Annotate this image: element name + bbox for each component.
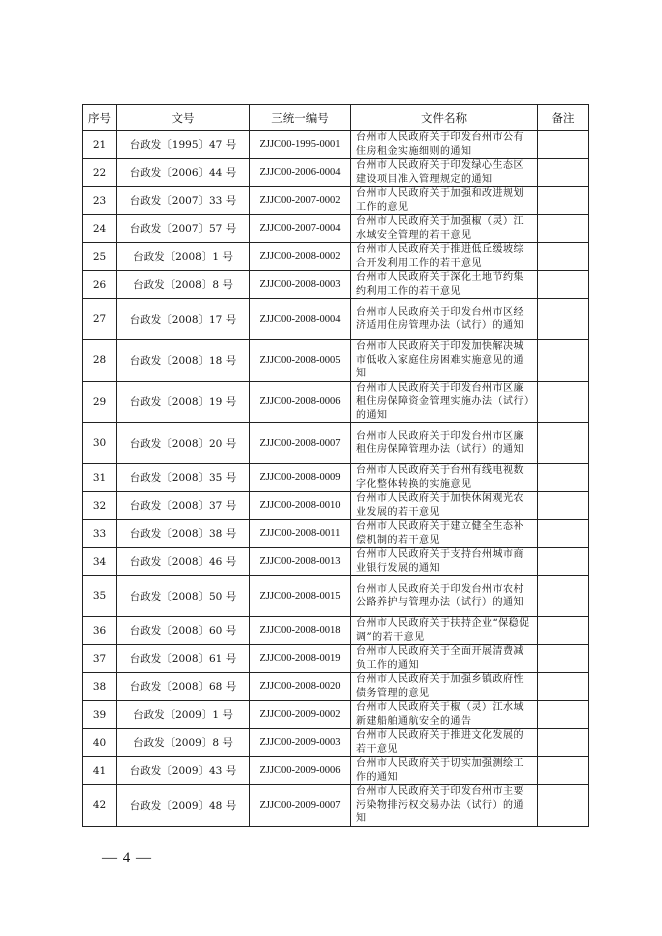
cell-remark bbox=[538, 159, 589, 187]
header-unified-no: 三统一编号 bbox=[250, 105, 351, 131]
cell-unified-no: ZJJC00-2009-0006 bbox=[250, 757, 351, 785]
cell-seq: 41 bbox=[83, 757, 117, 785]
cell-title: 台州市人民政府关于全面开展清费减负工作的通知 bbox=[351, 645, 538, 673]
cell-unified-no: ZJJC00-2008-0010 bbox=[250, 492, 351, 520]
cell-seq: 23 bbox=[83, 187, 117, 215]
cell-title: 台州市人民政府关于印发台州市区廉租住房保障管理办法（试行）的通知 bbox=[351, 423, 538, 464]
cell-unified-no: ZJJC00-2006-0004 bbox=[250, 159, 351, 187]
cell-doc-no: 台政发〔2008〕38 号 bbox=[117, 520, 250, 548]
header-doc-no: 文号 bbox=[117, 105, 250, 131]
table-row bbox=[83, 423, 589, 464]
cell-unified-no: ZJJC00-2009-0002 bbox=[250, 701, 351, 729]
page-number: — 4 — bbox=[102, 850, 152, 866]
cell-unified-no: ZJJC00-2008-0005 bbox=[250, 340, 351, 382]
cell-doc-no: 台政发〔2008〕35 号 bbox=[117, 464, 250, 492]
cell-seq: 26 bbox=[83, 271, 117, 299]
table-row bbox=[83, 520, 589, 548]
cell-doc-no: 台政发〔2008〕37 号 bbox=[117, 492, 250, 520]
table-row bbox=[83, 673, 589, 701]
cell-title: 台州市人民政府关于切实加强测绘工作的通知 bbox=[351, 757, 538, 785]
cell-seq: 33 bbox=[83, 520, 117, 548]
cell-remark bbox=[538, 701, 589, 729]
cell-title: 台州市人民政府关于台州有线电视数字化整体转换的实施意见 bbox=[351, 464, 538, 492]
table-row bbox=[83, 215, 589, 243]
cell-doc-no: 台政发〔2008〕1 号 bbox=[117, 243, 250, 271]
cell-title: 台州市人民政府关于加强乡镇政府性债务管理的意见 bbox=[351, 673, 538, 701]
cell-title: 台州市人民政府关于加强椒（灵）江水域安全管理的若干意见 bbox=[351, 215, 538, 243]
cell-seq: 37 bbox=[83, 645, 117, 673]
table-row bbox=[83, 645, 589, 673]
cell-unified-no: ZJJC00-2008-0002 bbox=[250, 243, 351, 271]
cell-seq: 32 bbox=[83, 492, 117, 520]
cell-remark bbox=[538, 785, 589, 827]
table-row bbox=[83, 381, 589, 423]
cell-title: 台州市人民政府关于印发台州市公有住房租金实施细则的通知 bbox=[351, 131, 538, 159]
header-title: 文件名称 bbox=[351, 105, 538, 131]
cell-remark bbox=[538, 340, 589, 382]
cell-title: 台州市人民政府关于建立健全生态补偿机制的若干意见 bbox=[351, 520, 538, 548]
document-table bbox=[82, 104, 589, 827]
cell-remark bbox=[538, 381, 589, 423]
cell-title: 台州市人民政府关于印发台州市区廉租住房保障资金管理实施办法（试行）的通知 bbox=[351, 381, 538, 423]
cell-title: 台州市人民政府关于加快休闲观光农业发展的若干意见 bbox=[351, 492, 538, 520]
cell-title: 台州市人民政府关于推进低丘缓坡综合开发利用工作的若干意见 bbox=[351, 243, 538, 271]
table-header-row bbox=[83, 105, 589, 131]
cell-seq: 39 bbox=[83, 701, 117, 729]
cell-unified-no: ZJJC00-2008-0015 bbox=[250, 576, 351, 617]
cell-seq: 21 bbox=[83, 131, 117, 159]
table-row bbox=[83, 159, 589, 187]
cell-doc-no: 台政发〔2008〕19 号 bbox=[117, 381, 250, 423]
cell-unified-no: ZJJC00-2008-0013 bbox=[250, 548, 351, 576]
cell-title: 台州市人民政府关于印发台州市农村公路养护与管理办法（试行）的通知 bbox=[351, 576, 538, 617]
cell-remark bbox=[538, 243, 589, 271]
cell-unified-no: ZJJC00-2009-0003 bbox=[250, 729, 351, 757]
cell-doc-no: 台政发〔2008〕18 号 bbox=[117, 340, 250, 382]
cell-remark bbox=[538, 673, 589, 701]
cell-remark bbox=[538, 576, 589, 617]
table-row bbox=[83, 243, 589, 271]
header-seq: 序号 bbox=[83, 105, 117, 131]
cell-unified-no: ZJJC00-2008-0007 bbox=[250, 423, 351, 464]
cell-doc-no: 台政发〔1995〕47 号 bbox=[117, 131, 250, 159]
cell-title: 台州市人民政府关于印发绿心生态区建设项目准入管理规定的通知 bbox=[351, 159, 538, 187]
cell-title: 台州市人民政府关于椒（灵）江水域新建船舶通航安全的通告 bbox=[351, 701, 538, 729]
cell-seq: 38 bbox=[83, 673, 117, 701]
cell-remark bbox=[538, 423, 589, 464]
cell-seq: 36 bbox=[83, 617, 117, 645]
cell-doc-no: 台政发〔2006〕44 号 bbox=[117, 159, 250, 187]
cell-seq: 30 bbox=[83, 423, 117, 464]
cell-unified-no: ZJJC00-2008-0006 bbox=[250, 381, 351, 423]
cell-seq: 24 bbox=[83, 215, 117, 243]
cell-doc-no: 台政发〔2008〕46 号 bbox=[117, 548, 250, 576]
table-row bbox=[83, 271, 589, 299]
table-row bbox=[83, 729, 589, 757]
table-row bbox=[83, 785, 589, 827]
cell-seq: 28 bbox=[83, 340, 117, 382]
cell-remark bbox=[538, 645, 589, 673]
table-row bbox=[83, 492, 589, 520]
cell-remark bbox=[538, 617, 589, 645]
cell-title: 台州市人民政府关于推进文化发展的若干意见 bbox=[351, 729, 538, 757]
cell-seq: 27 bbox=[83, 299, 117, 340]
cell-title: 台州市人民政府关于加强和改进规划工作的意见 bbox=[351, 187, 538, 215]
cell-remark bbox=[538, 299, 589, 340]
cell-unified-no: ZJJC00-2008-0011 bbox=[250, 520, 351, 548]
cell-seq: 22 bbox=[83, 159, 117, 187]
cell-doc-no: 台政发〔2008〕68 号 bbox=[117, 673, 250, 701]
cell-title: 台州市人民政府关于支持台州城市商业银行发展的通知 bbox=[351, 548, 538, 576]
cell-unified-no: ZJJC00-2008-0009 bbox=[250, 464, 351, 492]
cell-title: 台州市人民政府关于印发台州市主要污染物排污权交易办法（试行）的通知 bbox=[351, 785, 538, 827]
table-row bbox=[83, 340, 589, 382]
table-row bbox=[83, 131, 589, 159]
cell-remark bbox=[538, 492, 589, 520]
cell-doc-no: 台政发〔2008〕20 号 bbox=[117, 423, 250, 464]
table-row bbox=[83, 299, 589, 340]
cell-unified-no: ZJJC00-2008-0003 bbox=[250, 271, 351, 299]
cell-doc-no: 台政发〔2009〕43 号 bbox=[117, 757, 250, 785]
cell-unified-no: ZJJC00-2008-0018 bbox=[250, 617, 351, 645]
cell-title: 台州市人民政府关于扶持企业“保稳促调”的若干意见 bbox=[351, 617, 538, 645]
cell-unified-no: ZJJC00-1995-0001 bbox=[250, 131, 351, 159]
cell-unified-no: ZJJC00-2007-0004 bbox=[250, 215, 351, 243]
cell-seq: 29 bbox=[83, 381, 117, 423]
cell-remark bbox=[538, 131, 589, 159]
cell-seq: 25 bbox=[83, 243, 117, 271]
cell-doc-no: 台政发〔2008〕60 号 bbox=[117, 617, 250, 645]
cell-seq: 35 bbox=[83, 576, 117, 617]
table-row bbox=[83, 701, 589, 729]
cell-remark bbox=[538, 464, 589, 492]
cell-title: 台州市人民政府关于深化土地节约集约利用工作的若干意见 bbox=[351, 271, 538, 299]
header-remark: 备注 bbox=[538, 105, 589, 131]
cell-remark bbox=[538, 520, 589, 548]
cell-unified-no: ZJJC00-2007-0002 bbox=[250, 187, 351, 215]
cell-remark bbox=[538, 757, 589, 785]
cell-remark bbox=[538, 187, 589, 215]
cell-seq: 40 bbox=[83, 729, 117, 757]
table-body bbox=[83, 131, 589, 827]
cell-title: 台州市人民政府关于印发加快解决城市低收入家庭住房困难实施意见的通知 bbox=[351, 340, 538, 382]
cell-remark bbox=[538, 215, 589, 243]
table-row bbox=[83, 464, 589, 492]
cell-unified-no: ZJJC00-2008-0019 bbox=[250, 645, 351, 673]
cell-doc-no: 台政发〔2009〕48 号 bbox=[117, 785, 250, 827]
cell-doc-no: 台政发〔2009〕8 号 bbox=[117, 729, 250, 757]
cell-doc-no: 台政发〔2008〕17 号 bbox=[117, 299, 250, 340]
cell-doc-no: 台政发〔2009〕1 号 bbox=[117, 701, 250, 729]
cell-unified-no: ZJJC00-2009-0007 bbox=[250, 785, 351, 827]
cell-title: 台州市人民政府关于印发台州市区经济适用住房管理办法（试行）的通知 bbox=[351, 299, 538, 340]
table-row bbox=[83, 757, 589, 785]
table-row bbox=[83, 548, 589, 576]
cell-seq: 31 bbox=[83, 464, 117, 492]
cell-seq: 34 bbox=[83, 548, 117, 576]
cell-doc-no: 台政发〔2008〕8 号 bbox=[117, 271, 250, 299]
cell-seq: 42 bbox=[83, 785, 117, 827]
cell-doc-no: 台政发〔2008〕50 号 bbox=[117, 576, 250, 617]
cell-remark bbox=[538, 548, 589, 576]
cell-doc-no: 台政发〔2007〕57 号 bbox=[117, 215, 250, 243]
table-row bbox=[83, 187, 589, 215]
cell-unified-no: ZJJC00-2008-0020 bbox=[250, 673, 351, 701]
cell-doc-no: 台政发〔2007〕33 号 bbox=[117, 187, 250, 215]
cell-remark bbox=[538, 729, 589, 757]
cell-unified-no: ZJJC00-2008-0004 bbox=[250, 299, 351, 340]
table-row bbox=[83, 576, 589, 617]
table-row bbox=[83, 617, 589, 645]
cell-doc-no: 台政发〔2008〕61 号 bbox=[117, 645, 250, 673]
cell-remark bbox=[538, 271, 589, 299]
